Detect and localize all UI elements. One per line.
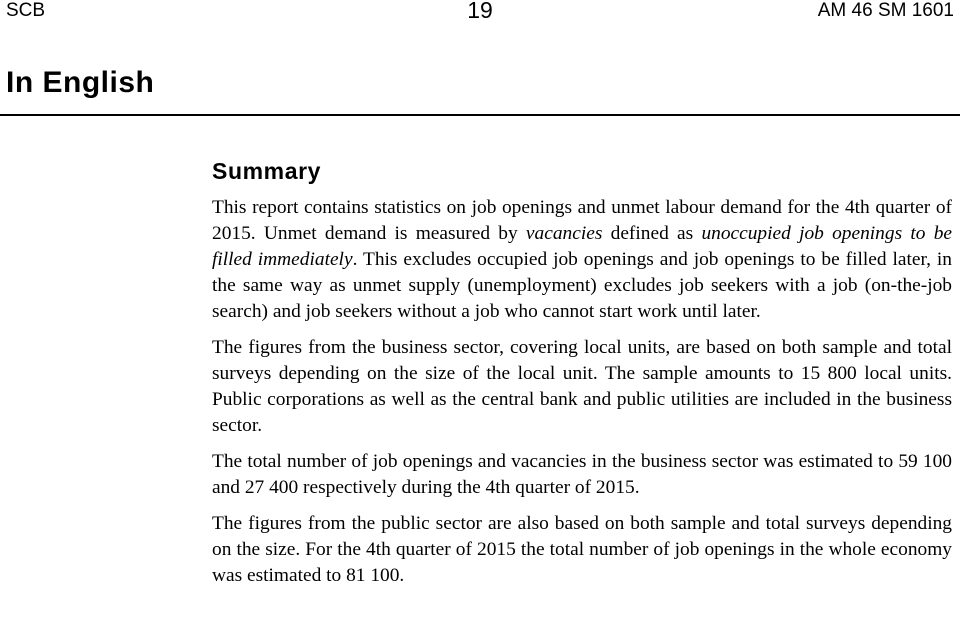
paragraph-3: The total number of job openings and vacancies in the business sector was estimated to 59 100 and 27 400 respectively during the 4th quarter of 2015. (212, 451, 952, 498)
paragraph-1-text-c: . This excludes occupied job openings and job openings to be filled later, in the same way as unmet supply (unemployment) excludes job seekers with a job (on-the-job search) and job seekers without a job who cannot start work until later. (212, 249, 953, 322)
paragraph-1 (212, 195, 952, 325)
header-doc-code: AM 46 SM 1601 (817, 0, 954, 21)
section-title: Summary (212, 158, 322, 184)
paragraph-4: The figures from the public sector are also based on both sample and total surveys depending on the size. For the 4th quarter of 2015 the total number of job openings in the whole economy was estimated to 81 100. (212, 513, 952, 586)
chapter-title: In English (6, 66, 155, 99)
summary-section (212, 156, 952, 599)
page-number: 19 (467, 0, 493, 23)
paragraph-2: The figures from the business sector, covering local units, are based on both sample and total surveys depending on the size of the local unit. The sample amounts to 15 800 local units. Public corporations as well as the central bank and public utilities are included in the business sector. (212, 337, 952, 436)
term-definition: unoccupied job openings to be filled immediately (212, 223, 953, 270)
chapter-divider (0, 114, 960, 116)
header-org: SCB (6, 0, 46, 21)
paragraph-1-text-b: defined as (602, 223, 702, 244)
page-header (0, 0, 960, 26)
paragraph-1-text-a: This report contains statistics on job openings and unmet labour demand for the 4th quarter of 2015. Unmet demand is measured by (212, 197, 952, 244)
term-vacancies: vacancies (525, 223, 603, 244)
